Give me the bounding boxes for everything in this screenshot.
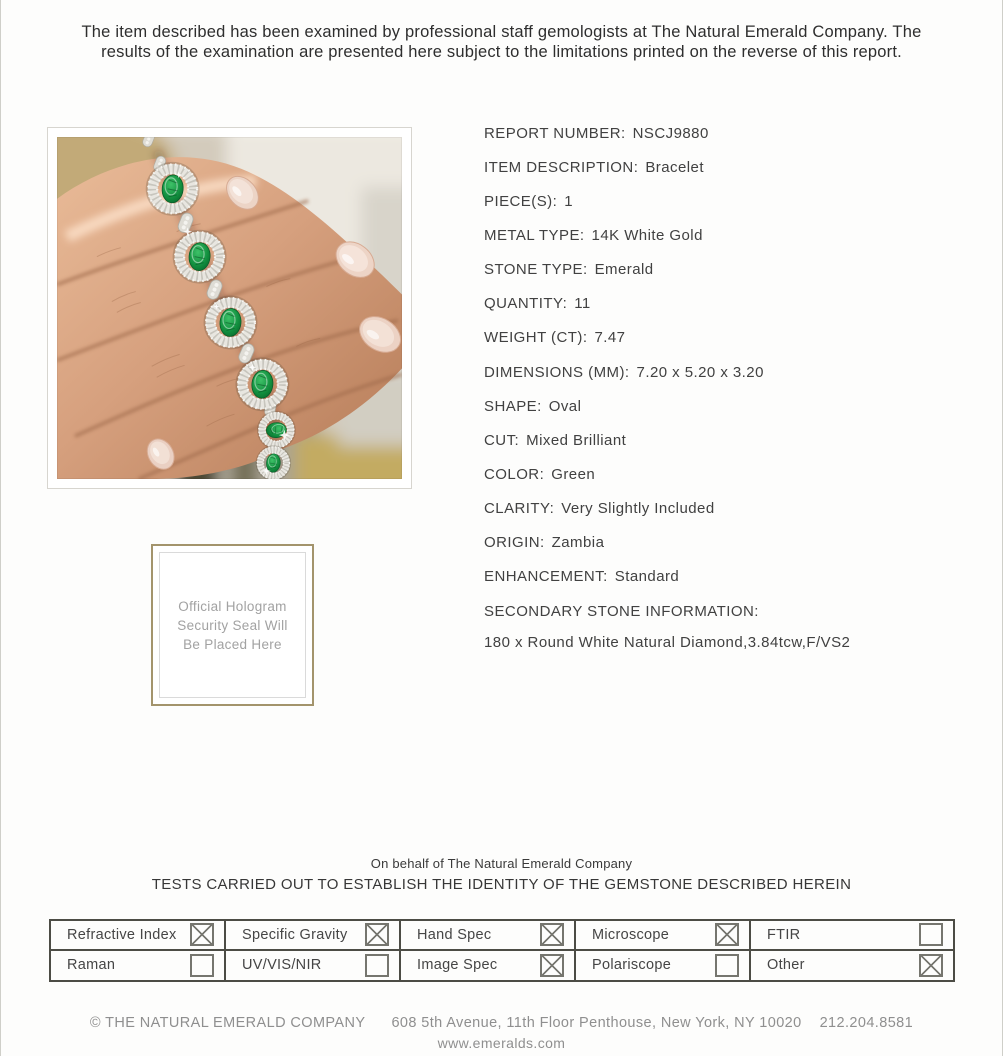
test-cell-refractive-index: Refractive Index <box>51 921 226 951</box>
detail-row: DIMENSIONS (MM): 7.20 x 5.20 x 3.20 <box>484 363 764 381</box>
footer-line-1 <box>1 1015 1002 1031</box>
hologram-seal-box <box>151 544 314 706</box>
test-cell-uv-vis-nir: UV/VIS/NIR <box>226 951 401 981</box>
disclaimer-line-1: The item described has been examined by professional staff gemologists at The Natural Emerald Company. The <box>81 23 922 41</box>
tests-heading: TESTS CARRIED OUT TO ESTABLISH THE IDENTITY OF THE GEMSTONE DESCRIBED HEREIN <box>151 875 852 893</box>
test-cell-raman: Raman <box>51 951 226 981</box>
detail-row: QUANTITY: 11 <box>484 295 591 313</box>
checkbox-specific-gravity <box>365 923 389 946</box>
on-behalf-text: On behalf of The Natural Emerald Company <box>370 856 633 871</box>
test-cell-image-spec: Image Spec <box>401 951 576 981</box>
checkbox-polariscope <box>715 954 739 977</box>
detail-row: ITEM DESCRIPTION: Bracelet <box>484 158 704 176</box>
footer-website: www.emeralds.com <box>437 1035 566 1051</box>
detail-row: COLOR: Green <box>484 465 596 483</box>
detail-row: ORIGIN: Zambia <box>484 534 605 552</box>
tests-table <box>49 919 955 982</box>
detail-row: METAL TYPE: 14K White Gold <box>484 226 703 244</box>
checkbox-ftir <box>919 923 943 946</box>
footer-company: © THE NATURAL EMERALD COMPANY <box>89 1015 366 1031</box>
checkbox-uv-vis-nir <box>365 954 389 977</box>
detail-row-secondary-label: SECONDARY STONE INFORMATION: <box>484 602 759 620</box>
checkbox-microscope <box>715 923 739 946</box>
test-cell-hand-spec: Hand Spec <box>401 921 576 951</box>
disclaimer-line-2: results of the examination are presented here subject to the limitations printed on the reverse of this report. <box>101 42 902 61</box>
detail-row: CLARITY: Very Slightly Included <box>484 500 715 518</box>
detail-row: PIECE(S): 1 <box>484 192 574 210</box>
bracelet-photo <box>47 127 412 489</box>
checkbox-raman <box>190 954 214 977</box>
detail-row: CUT: Mixed Brilliant <box>484 431 627 449</box>
checkbox-hand-spec <box>540 923 564 946</box>
detail-row: REPORT NUMBER: NSCJ9880 <box>484 124 709 142</box>
test-cell-other: Other <box>751 951 953 981</box>
detail-row: ENHANCEMENT: Standard <box>484 568 680 586</box>
test-cell-polariscope: Polariscope <box>576 951 751 981</box>
test-cell-microscope: Microscope <box>576 921 751 951</box>
test-cell-specific-gravity: Specific Gravity <box>226 921 401 951</box>
checkbox-image-spec <box>540 954 564 977</box>
test-cell-ftir: FTIR <box>751 921 953 951</box>
detail-row: STONE TYPE: Emerald <box>484 261 654 279</box>
hologram-seal-text: Official Hologram Security Seal Will Be Placed Here <box>177 598 288 652</box>
detail-row-secondary-value: 180 x Round White Natural Diamond,3.84tcw,F/VS2 <box>484 633 851 651</box>
disclaimer-text <box>1 23 1002 62</box>
detail-row: WEIGHT (CT): 7.47 <box>484 329 626 347</box>
footer-phone: 212.204.8581 <box>819 1015 914 1031</box>
report-details <box>484 116 954 656</box>
bracelet-photo-art <box>57 137 402 479</box>
checkbox-other <box>919 954 943 977</box>
checkbox-refractive-index <box>190 923 214 946</box>
detail-row: SHAPE: Oval <box>484 397 582 415</box>
footer-address: 608 5th Avenue, 11th Floor Penthouse, New York, NY 10020 <box>391 1015 802 1031</box>
hologram-seal-inner-frame <box>159 552 306 698</box>
